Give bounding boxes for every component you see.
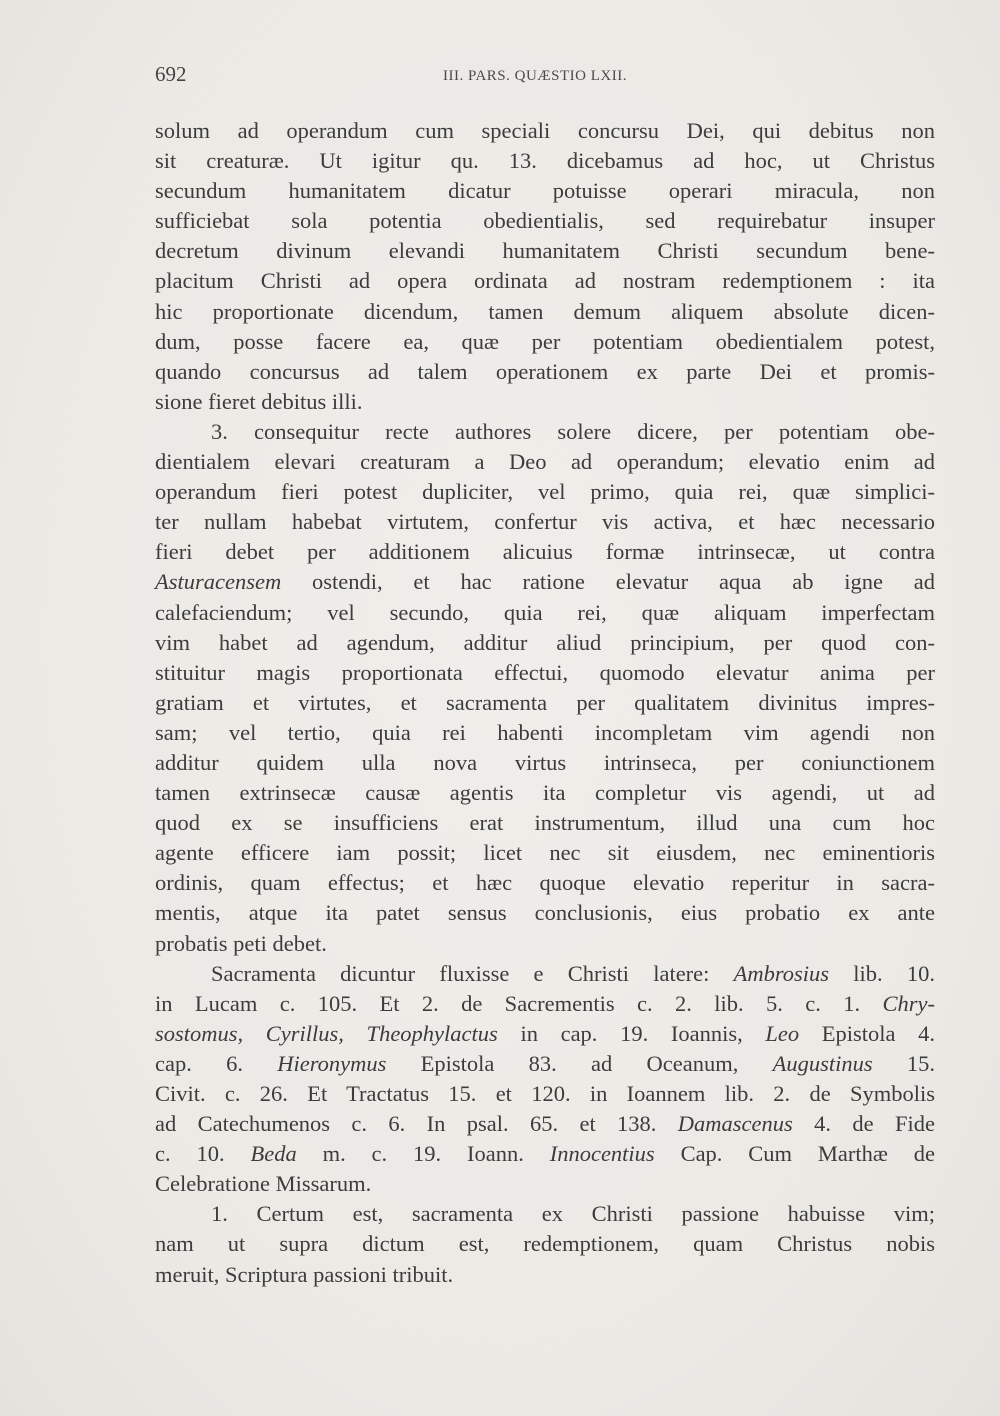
text-line: probatis peti debet. xyxy=(155,930,327,956)
text-line: placitum Christi ad opera ordinata ad nostram redemptionem : ita xyxy=(155,268,935,294)
text-line: sufficiebat sola potentia obedientialis, sed requirebatur insuper xyxy=(155,208,935,234)
page-header xyxy=(155,62,935,92)
body-text xyxy=(155,116,935,1290)
text-line: c. 10. Beda m. c. 19. Ioann. Innocentius Cap. Cum Marthæ de xyxy=(155,1141,935,1167)
text-line: tamen extrinsecæ causæ agentis ita completur vis agendi, ut ad xyxy=(155,780,935,806)
text-line: ter nullam habebat virtutem, confertur vis activa, et hæc necessario xyxy=(155,509,935,535)
text-line: quod ex se insufficiens erat instrumentum, illud una cum hoc xyxy=(155,810,935,836)
text-line: additur quidem ulla nova virtus intrinseca, per coniunctionem xyxy=(155,749,935,775)
text-line: operandum fieri potest dupliciter, vel primo, quia rei, quæ simplici- xyxy=(155,479,935,505)
text-line: sit creaturæ. Ut igitur qu. 13. dicebamus ad hoc, ut Christus xyxy=(155,148,935,174)
text-line: decretum divinum elevandi humanitatem Christi secundum bene- xyxy=(155,238,935,264)
text-line: agente efficere iam possit; licet nec sit eiusdem, nec eminentioris xyxy=(155,840,935,866)
text-line: sam; vel tertio, quia rei habenti incompletam vim agendi non xyxy=(155,719,935,745)
text-line: hic proportionate dicendum, tamen demum aliquem absolute dicen- xyxy=(155,298,935,324)
text-line: Asturacensem ostendi, et hac ratione elevatur aqua ab igne ad xyxy=(155,569,935,595)
text-line: mentis, atque ita patet sensus conclusionis, eius probatio ex ante xyxy=(155,900,935,926)
text-line: fieri debet per additionem alicuius formæ intrinsecæ, ut contra xyxy=(155,539,935,565)
text-line: in Lucam c. 105. Et 2. de Sacrementis c. 2. lib. 5. c. 1. Chry- xyxy=(155,990,935,1016)
text-line: dientialem elevari creaturam a Deo ad operandum; elevatio enim ad xyxy=(155,449,935,475)
text-line: sione fieret debitus illi. xyxy=(155,388,363,414)
text-line: 1. Certum est, sacramenta ex Christi passione habuisse vim; xyxy=(211,1201,935,1227)
text-line: quando concursus ad talem operationem ex parte Dei et promis- xyxy=(155,358,935,384)
text-line: nam ut supra dictum est, redemptionem, quam Christus nobis xyxy=(155,1231,935,1257)
page-number: 692 xyxy=(155,62,187,86)
text-line: meruit, Scriptura passioni tribuit. xyxy=(155,1261,454,1287)
text-line: ad Catechumenos c. 6. In psal. 65. et 138. Damascenus 4. de Fide xyxy=(155,1111,935,1137)
text-line: 3. consequitur recte authores solere dicere, per potentiam obe- xyxy=(211,418,935,444)
text-line: solum ad operandum cum speciali concursu Dei, qui debitus non xyxy=(155,118,935,143)
text-line: Sacramenta dicuntur fluxisse e Christi latere: Ambrosius lib. 10. xyxy=(211,960,935,986)
text-line: vim habet ad agendum, additur aliud principium, per quod con- xyxy=(155,629,935,655)
text-line: calefaciendum; vel secundo, quia rei, quæ aliquam imperfectam xyxy=(155,599,935,625)
text-line: gratiam et virtutes, et sacramenta per qualitatem divinitus impres- xyxy=(155,689,935,715)
running-head: III. PARS. QUÆSTIO LXII. xyxy=(443,68,627,84)
text-line: cap. 6. Hieronymus Epistola 83. ad Oceanum, Augustinus 15. xyxy=(155,1050,936,1076)
text-line: sostomus, Cyrillus, Theophylactus in cap. 19. Ioannis, Leo Epistola 4. xyxy=(155,1020,935,1046)
text-line: Civit. c. 26. Et Tractatus 15. et 120. in Ioannem lib. 2. de Symbolis xyxy=(155,1081,935,1106)
text-line: dum, posse facere ea, quæ per potentiam obedientialem potest, xyxy=(155,328,935,354)
text-line: stituitur magis proportionata effectui, quomodo elevatur anima per xyxy=(155,659,935,685)
text-line: secundum humanitatem dicatur potuisse operari miracula, non xyxy=(155,178,935,204)
text-line: Celebratione Missarum. xyxy=(155,1171,372,1197)
text-line: ordinis, quam effectus; et hæc quoque elevatio reperitur in sacra- xyxy=(155,870,935,896)
